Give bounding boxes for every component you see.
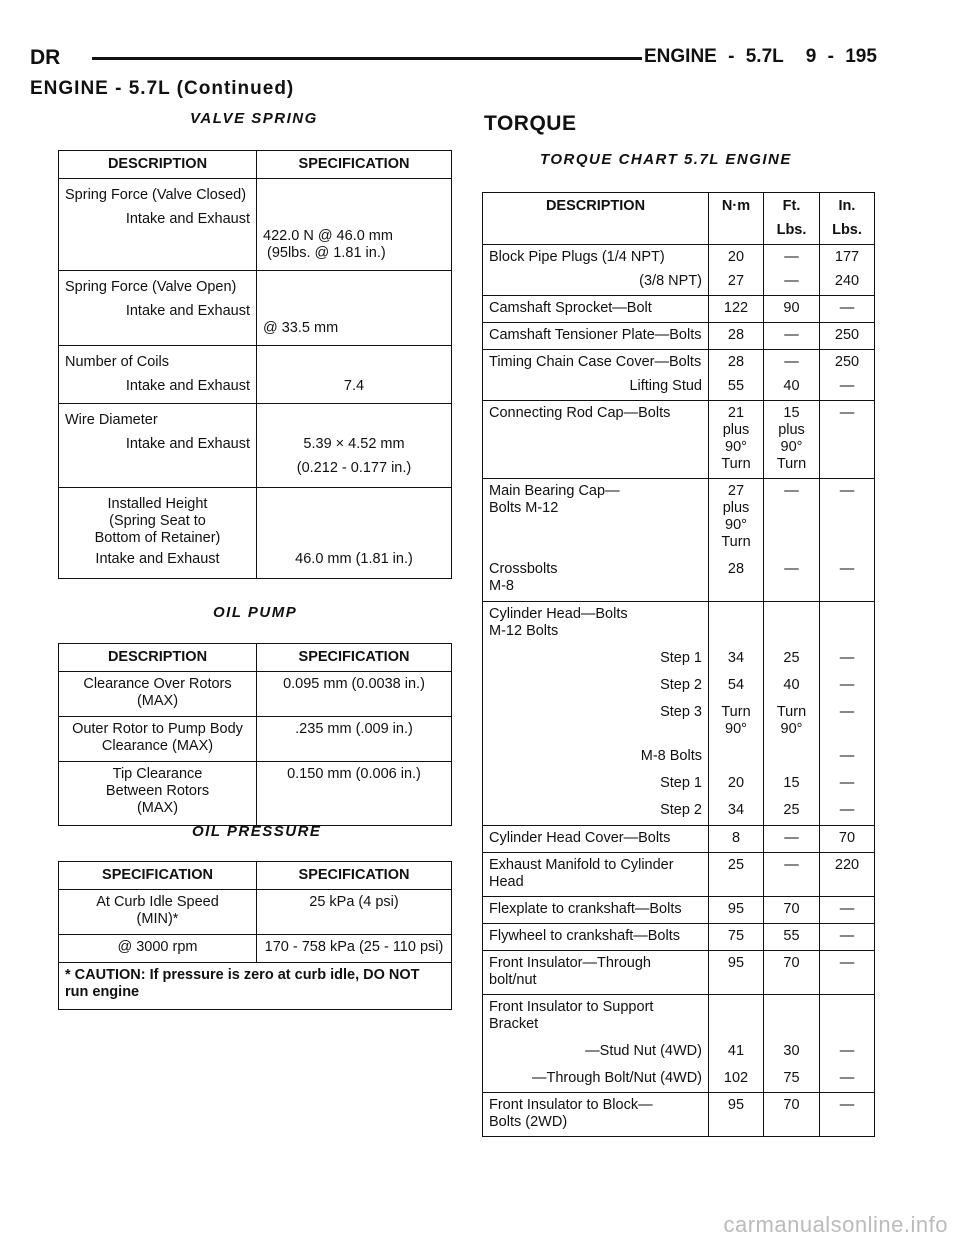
torque-col-ft: Ft. Lbs. (764, 193, 820, 245)
table-row (59, 672, 452, 717)
table-cell: 422.0 N @ 46.0 mm (95lbs. @ 1.81 in.) (257, 179, 452, 265)
oil-pump-col-desc: DESCRIPTION (59, 644, 257, 672)
torque-col-desc: DESCRIPTION (483, 193, 709, 245)
table-cell: @ 3000 rpm (59, 935, 257, 963)
oil-pump-title: OIL PUMP (213, 604, 298, 621)
watermark: carmanualsonline.info (723, 1212, 948, 1237)
table-row: M-8 Bolts — (483, 740, 875, 767)
table-row: Front Insulator to Block— Bolts (2WD) 95 70 — (483, 1093, 875, 1137)
table-row: Step 1 20 15 — (483, 767, 875, 794)
oil-pressure-col-2: SPECIFICATION (257, 862, 452, 890)
page-number: 9 - 195 (805, 46, 877, 67)
header-right (644, 46, 877, 68)
table-cell: .235 mm (.009 in.) (257, 717, 452, 762)
table-cell: 170 - 758 kPa (25 - 110 psi) (257, 935, 452, 963)
table-cell: Spring Force (Valve Open) Intake and Exhaust (59, 271, 257, 340)
table-row: Block Pipe Plugs (1/4 NPT) 20 — 177 (483, 245, 875, 269)
torque-col-in: In. Lbs. (820, 193, 875, 245)
table-row: Cylinder Head Cover—Bolts 8 — 70 (483, 826, 875, 853)
table-cell: @ 33.5 mm (257, 271, 452, 340)
table-row: Step 1 34 25 — (483, 642, 875, 669)
table-cell: At Curb Idle Speed (MIN)* (59, 890, 257, 935)
table-cell: 0.150 mm (0.006 in.) (257, 762, 452, 826)
oil-pressure-title: OIL PRESSURE (192, 823, 322, 840)
table-row: Front Insulator—Through bolt/nut 95 70 — (483, 951, 875, 995)
table-row: Flywheel to crankshaft—Bolts 75 55 — (483, 924, 875, 951)
table-row (59, 488, 452, 579)
table-cell: 0.095 mm (0.0038 in.) (257, 672, 452, 717)
table-row: Step 2 34 25 — (483, 794, 875, 826)
table-cell: 5.39 × 4.52 mm (0.212 - 0.177 in.) (257, 404, 452, 480)
oil-pump-table (58, 643, 452, 826)
table-row: Camshaft Sprocket—Bolt 122 90 — (483, 296, 875, 323)
torque-heading: TORQUE (484, 112, 577, 135)
valve-spring-col-spec: SPECIFICATION (257, 151, 452, 179)
oil-pressure-table (58, 861, 452, 1010)
table-row (59, 346, 452, 398)
table-row: —Through Bolt/Nut (4WD) 102 75 — (483, 1062, 875, 1093)
oil-pump-col-spec: SPECIFICATION (257, 644, 452, 672)
table-row: Crossbolts M-8 28 — — (483, 555, 875, 602)
table-cell: Tip Clearance Between Rotors (MAX) (59, 762, 257, 826)
table-row: Timing Chain Case Cover—Bolts 28 — 250 (483, 350, 875, 374)
table-row: Cylinder Head—Bolts M-12 Bolts (483, 602, 875, 643)
oil-pressure-col-1: SPECIFICATION (59, 862, 257, 890)
table-row (59, 890, 452, 935)
table-cell: Block Pipe Plugs (1/4 NPT) (483, 245, 709, 269)
valve-spring-title: VALVE SPRING (190, 110, 318, 127)
table-row: Step 2 54 40 — (483, 669, 875, 696)
caution-note-row (59, 963, 452, 1010)
header-rule (92, 57, 642, 60)
torque-chart-title: TORQUE CHART 5.7L ENGINE (540, 151, 792, 168)
table-row (59, 179, 452, 265)
table-cell: Clearance Over Rotors (MAX) (59, 672, 257, 717)
table-cell: 7.4 (257, 346, 452, 398)
header-chapter: ENGINE - 5.7L (644, 46, 784, 67)
table-row: Lifting Stud 55 40 — (483, 373, 875, 401)
table-row (59, 717, 452, 762)
table-row (59, 271, 452, 340)
continued-heading: ENGINE - 5.7L (Continued) (30, 78, 295, 99)
table-row (59, 404, 452, 480)
table-row: Flexplate to crankshaft—Bolts 95 70 — (483, 897, 875, 924)
table-row: Front Insulator to Support Bracket (483, 995, 875, 1036)
table-cell: Installed Height (Spring Seat to Bottom of Retainer) Intake and Exhaust (59, 488, 257, 579)
table-row (59, 935, 452, 963)
table-row: Camshaft Tensioner Plate—Bolts 28 — 250 (483, 323, 875, 350)
table-row: Connecting Rod Cap—Bolts 21 plus 90° Turn 15 plus 90° Turn — (483, 401, 875, 479)
torque-table (482, 192, 875, 1137)
table-row: Main Bearing Cap—Bolts M-12 27 plus 90° Turn — — (483, 479, 875, 556)
table-row: Exhaust Manifold to Cylinder Head 25 — 220 (483, 853, 875, 897)
table-cell: Wire Diameter Intake and Exhaust (59, 404, 257, 480)
table-row: —Stud Nut (4WD) 41 30 — (483, 1035, 875, 1062)
table-cell: Outer Rotor to Pump Body Clearance (MAX) (59, 717, 257, 762)
table-row (59, 762, 452, 826)
caution-note: * CAUTION: If pressure is zero at curb idle, DO NOT run engine (59, 963, 452, 1010)
table-cell: 25 kPa (4 psi) (257, 890, 452, 935)
table-cell: 46.0 mm (1.81 in.) (257, 488, 452, 579)
table-row: Step 3 Turn 90° Turn 90° — (483, 696, 875, 740)
torque-col-nm: N·m (709, 193, 764, 245)
table-cell: Spring Force (Valve Closed) Intake and Exhaust (59, 179, 257, 265)
valve-spring-table (58, 150, 452, 579)
valve-spring-col-desc: DESCRIPTION (59, 151, 257, 179)
table-row: (3/8 NPT) 27 — 240 (483, 268, 875, 296)
table-cell: Number of Coils Intake and Exhaust (59, 346, 257, 398)
header-section-code: DR (30, 46, 61, 69)
